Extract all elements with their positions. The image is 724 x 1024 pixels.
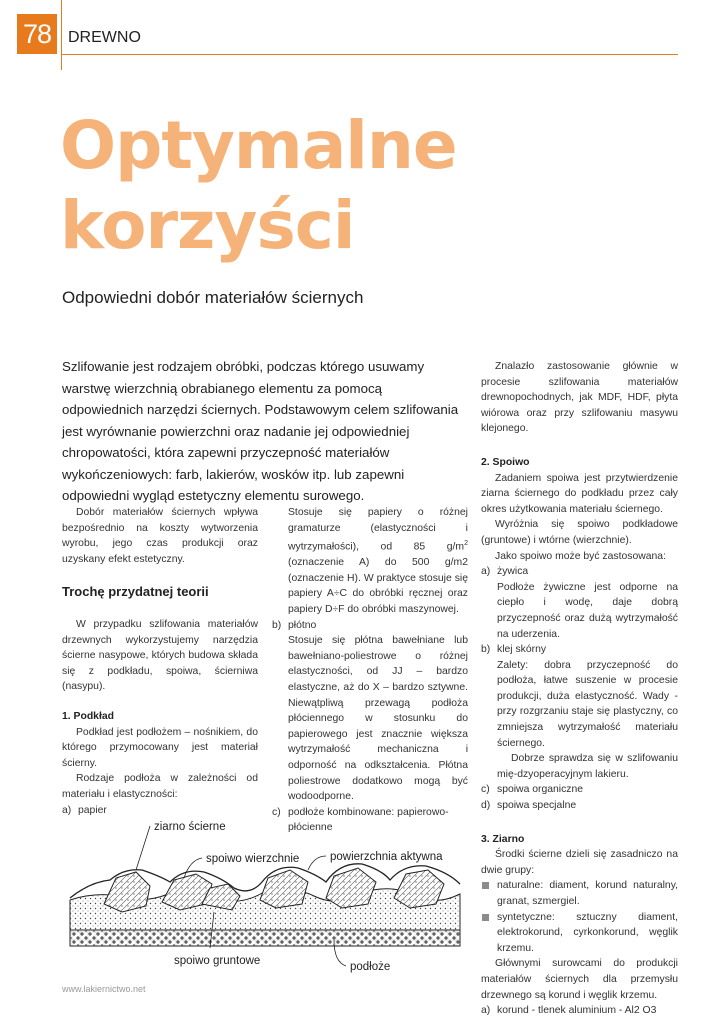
column-2 (272, 505, 468, 836)
col3-item-z-a: a) korund - tlenek aluminium - Al2 O3 (481, 1005, 657, 1017)
header-vertical-rule (61, 0, 62, 70)
bullet-square-icon (482, 914, 489, 921)
grain (104, 872, 150, 912)
section-label: DREWNO (68, 29, 141, 46)
col3-z1: Środki ścierne dzieli się zasadniczo na dwie grupy: (481, 849, 678, 876)
title-line-2: korzyści (60, 187, 355, 264)
col3-item-a: a) żywica (481, 566, 529, 578)
grain (394, 870, 444, 908)
heading-ziarno: 3. Ziarno (481, 833, 525, 845)
col3-s1: Zadaniem spoiwa jest przytwierdzenie ziarna ściernego do podkładu przez cały okres użytkowania materiału ściernego. (481, 472, 678, 515)
col1-p1: Podkład jest podłożem – nośnikiem, do którego przymocowany jest materiał ścierny. (62, 726, 258, 769)
page-number: 78 (17, 14, 57, 54)
col1-p2: Rodzaje podłoża w zależności od materiału i elastyczności: (62, 773, 258, 800)
abrasive-structure-diagram (64, 812, 468, 982)
theory-heading: Trochę przydatnej teorii (62, 584, 209, 599)
col3-item-b-text1: Zalety: dobra przyczepność do podłoża, łatwe suszenie w procesie produkcji, duża elastyczność. Wady - przy rozgrzaniu staje się plastyczny, co zmniejsza wytrzymałość materiału ściernego. (497, 659, 678, 749)
col3-bullet-synthetic: syntetyczne: sztuczny diament, elektrokorund, cyrkonkorund, węglik krzemu. (481, 910, 678, 957)
col2-item-c: c) podłoże kombinowane: papierowo-płócienne (272, 806, 449, 834)
col2-paper-text: Stosuje się papiery o różnej gramaturze (elastyczności i wytrzymałości), od 85 $g/m^2$ (oznaczenie A) do 500 g/m2 (oznaczenie H). W praktyce stosuje się papiery A÷C do obróbki ręcznej oraz papiery D÷F do obróbki maszynowej. (288, 507, 468, 616)
label-grain: ziarno ścierne (154, 821, 226, 833)
article-subtitle: Odpowiedni dobór materiałów ściernych (62, 288, 364, 307)
footer-url: www.lakiernictwo.net (62, 984, 146, 994)
col2-item-b: b) płótno (272, 619, 317, 631)
col3-item-a-text: Podłoże żywiczne jest odporne na ciepło i wodę, daje dobrą przyczepność oraz dużą wytrzymałość na uderzenia. (497, 581, 678, 640)
label-binder-top: spoiwo wierzchnie (206, 853, 300, 865)
col2-cloth-text: Stosuje się płótna bawełniane lub bawełniano-poliestrowe o różnej elastyczności, od JJ – bardzo elastyczne, aż do X – bardzo sztywne. Niewątpliwą przewagą podłoża płóciennego w stosunku do papierowego jest znacznie większa wytrzymałość mechaniczna i odporność na odkształcenia. Płótna poliestrowe dodatkowo mogą być wodoodporne. (288, 635, 468, 803)
bullet-square-icon (482, 882, 489, 889)
column-3 (481, 359, 678, 1019)
col3-intro: Znalazło zastosowanie głównie w procesie szlifowania materiałów drewnopochodnych, jak MDF, HDF, płyta wiórowa oraz przy szlifowaniu masywu klejonego. (481, 361, 678, 435)
article-title (60, 106, 457, 266)
heading-spoiwo: 2. Spoiwo (481, 456, 530, 468)
col1-intro: Dobór materiałów ściernych wpływa bezpośrednio na koszty wytworzenia wyrobu, jego czas produkcji oraz uzyskany efekt estetyczny. (62, 507, 258, 565)
backing-layer (70, 930, 460, 946)
leader-surface (308, 856, 326, 870)
label-surface: powierzchnia aktywna (330, 851, 443, 863)
col3-item-b-text2: Dobrze sprawdza się w szlifowaniu mię-dzyoperacyjnym lakieru. (497, 753, 678, 780)
col3-item-b: b) klej skórny (481, 644, 547, 656)
header-horizontal-rule (61, 54, 678, 55)
column-1-body (62, 617, 258, 818)
col1-item-a: a) papier (62, 804, 107, 816)
leader-grain (136, 826, 150, 870)
col3-item-c: c) spoiwa organiczne (481, 784, 584, 796)
col3-s3: Jako spoiwo może być zastosowana: (495, 550, 666, 562)
col3-bullet-natural: naturalne: diament, korund naturalny, granat, szmergiel. (481, 878, 678, 909)
heading-podklad: 1. Podkład (62, 710, 114, 722)
col3-item-d: d) spoiwa specjalne (481, 800, 577, 812)
col3-z2: Głównymi surowcami do produkcji materiałów ściernych dla przemysłu drzewnego są korund i węglik krzemu. (481, 958, 678, 1001)
col3-s2: Wyróżnia się spoiwo podkładowe (gruntowe) i wtórne (wierzchnie). (481, 519, 678, 546)
column-1 (62, 505, 258, 567)
lead-paragraph: Szlifowanie jest rodzajem obróbki, podczas którego usuwamy warstwę wierzchnią obrabianego elementu za pomocą odpowiednich narzędzi ściernych. Podstawowym celem szlifowania jest wyrównanie powierzchni oraz nadanie jej odpowiedniej chropowatości, która zapewni przyczepność materiałów wykończeniowych: farb, lakierów, wosków itp. lub zapewni odpowiedni wygląd estetyczny elementu surowego. (62, 359, 459, 503)
title-line-1: Optymalne (60, 107, 457, 184)
label-backing: podłoże (350, 961, 391, 973)
label-binder-base: spoiwo gruntowe (174, 955, 261, 967)
col1-theory: W przypadku szlifowania materiałów drzewnych wykorzystujemy narzędzia ścierne nasypowe, których budowa składa się z podkładu, spoiwa, ścierniwa (nasypu). (62, 619, 258, 693)
